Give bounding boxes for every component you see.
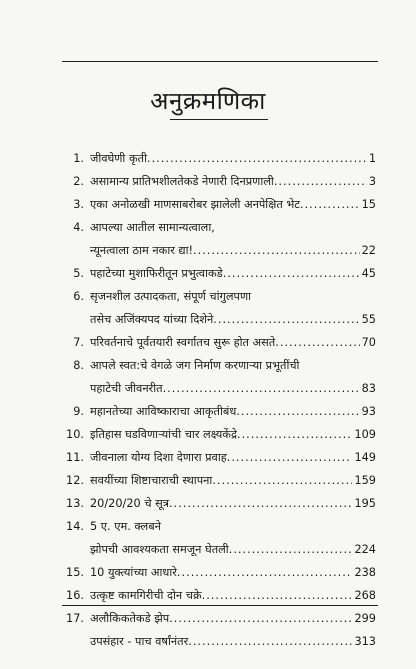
- toc-entry-title: जीवघेणी कृती: [90, 152, 147, 165]
- toc-entry-title: पहाटेच्या मुशाफिरीतून प्रभुत्वाकडे: [90, 267, 223, 280]
- dot-leader: [163, 377, 360, 400]
- toc-entry-number: 16.: [66, 589, 84, 602]
- page-title: अनुक्रमणिका: [150, 87, 266, 115]
- dot-leader: [300, 193, 360, 216]
- toc-entry-title: जीवनाला योग्य दिशा देणारा प्रवाह: [90, 451, 227, 464]
- toc-entry-number: 3.: [73, 198, 84, 211]
- toc-entry-title: पहाटेची जीवनरीत: [90, 382, 163, 395]
- toc-entry-title: असामान्य प्रातिभशीलतेकडे नेणारी दिनप्रणाली: [90, 175, 274, 188]
- toc-entry: [0, 262, 416, 285]
- toc-entry: [0, 607, 416, 630]
- toc-entry-page: 55: [361, 313, 376, 326]
- toc-entry-title: तसेच अजिंक्यपद यांच्या दिशेने: [90, 313, 214, 326]
- toc-entry-title: आपल्या आतील सामान्यत्वाला,: [90, 221, 215, 234]
- toc-entry: [0, 400, 416, 423]
- dot-leader: [177, 561, 353, 584]
- toc-entry: [0, 423, 416, 446]
- dot-leader: [227, 446, 353, 469]
- toc-entry-page: 238: [354, 566, 376, 579]
- toc-entry-page: 45: [361, 267, 376, 280]
- toc-entry-page: 159: [354, 474, 376, 487]
- toc-entry: [0, 561, 416, 584]
- toc-entry-number: 12.: [66, 474, 84, 487]
- toc-entry: [0, 285, 416, 331]
- toc-entry-title: 20/20/20 चे सूत्र: [90, 497, 169, 510]
- toc-entry-title: झोपची आवश्यकता समजून घेतली: [90, 543, 229, 556]
- toc-entry: [0, 147, 416, 170]
- toc-entry-title: 5 ए. एम. क्लबने: [90, 520, 161, 533]
- toc-entry-page: 15: [361, 198, 376, 211]
- dot-leader: [274, 170, 367, 193]
- toc-entry-page: 83: [361, 382, 376, 395]
- toc-entry-number: 17.: [66, 612, 84, 625]
- toc-entry-number: 15.: [66, 566, 84, 579]
- dot-leader: [223, 262, 360, 285]
- toc-entry-title: महानतेच्या आविष्काराचा आकृतीबंध: [90, 405, 237, 418]
- toc-entry: [0, 354, 416, 400]
- toc-entry: [0, 331, 416, 354]
- dot-leader: [193, 239, 360, 262]
- dot-leader: [236, 400, 359, 423]
- dot-leader: [213, 308, 359, 331]
- toc-entry-number: 13.: [66, 497, 84, 510]
- toc-entry-page: 1: [368, 152, 376, 165]
- toc-entry-title: परिवर्तनाचे पूर्वतयारी स्वर्गातच सुरू होत असते: [90, 336, 276, 349]
- toc-entry-page: 3: [368, 175, 376, 188]
- toc-entry-number: 1.: [73, 152, 84, 165]
- toc-entry-number: 7.: [73, 336, 84, 349]
- dot-leader: [237, 423, 352, 446]
- toc-entry-title: अलौकिकतेकडे झेप: [90, 612, 170, 625]
- dot-leader: [169, 492, 352, 515]
- toc-entry: [0, 216, 416, 262]
- toc-entry-number: 9.: [73, 405, 84, 418]
- toc-entry-title: उपसंहार - पाच वर्षांनंतर: [90, 635, 189, 648]
- toc-entry-title: इतिहास घडविणाऱ्यांची चार लक्ष्यकेंद्रे: [90, 428, 237, 441]
- toc-entry-page: 299: [354, 612, 376, 625]
- toc-entry-number: 10.: [66, 428, 84, 441]
- toc-entry-page: 313: [354, 635, 376, 648]
- toc-entry-number: 4.: [73, 221, 84, 234]
- toc-entry: [0, 446, 416, 469]
- title-underline: [170, 119, 268, 120]
- dot-leader: [147, 147, 367, 170]
- bottom-rule: [62, 605, 378, 606]
- top-rule: [62, 61, 378, 62]
- toc-entry-page: 268: [354, 589, 376, 602]
- toc-entry-page: 224: [354, 543, 376, 556]
- toc-entry-page: 22: [361, 244, 376, 257]
- toc-entry-title: 10 युक्त्यांच्या आधारे: [90, 566, 177, 579]
- toc-entry: [0, 469, 416, 492]
- toc-entry-number: 5.: [73, 267, 84, 280]
- toc-entry-page: 149: [354, 451, 376, 464]
- toc-entry-page: 93: [361, 405, 376, 418]
- toc-entry-number: 8.: [73, 359, 84, 372]
- dot-leader: [275, 331, 359, 354]
- toc-entry: [0, 630, 416, 653]
- toc-entry-page: 70: [361, 336, 376, 349]
- dot-leader: [212, 469, 352, 492]
- dot-leader: [229, 538, 353, 561]
- dot-leader: [169, 607, 352, 630]
- toc-entry-number: 2.: [73, 175, 84, 188]
- toc-entry-number: 14.: [66, 520, 84, 533]
- toc-entry-number: 6.: [73, 290, 84, 303]
- toc-entry-title: उत्कृष्ट कामगिरीची दोन चक्रे: [90, 589, 202, 602]
- toc-entry: [0, 193, 416, 216]
- toc-entry: [0, 492, 416, 515]
- dot-leader: [188, 630, 352, 653]
- toc-entry-title: न्यूनत्वाला ठाम नकार द्या!: [90, 244, 194, 257]
- toc-entry-page: 195: [354, 497, 376, 510]
- toc-entry-number: 11.: [66, 451, 84, 464]
- dot-leader: [202, 584, 353, 607]
- toc-entry: [0, 584, 416, 607]
- toc-entry-title: एका अनोळखी माणसाबरोबर झालेली अनपेक्षित भेट: [90, 198, 300, 211]
- toc-entry-title: आपले स्वत:चे वेगळे जग निर्माण करणाऱ्या प्रभूतींची: [90, 359, 300, 372]
- toc-entry-page: 109: [354, 428, 376, 441]
- toc-entry: [0, 515, 416, 561]
- toc-entry: [0, 170, 416, 193]
- toc-entry-title: सवयींच्या शिष्टाचाराची स्थापना: [90, 474, 213, 487]
- toc-entry-title: सृजनशील उत्पादकता, संपूर्ण चांगुलपणा: [90, 290, 252, 303]
